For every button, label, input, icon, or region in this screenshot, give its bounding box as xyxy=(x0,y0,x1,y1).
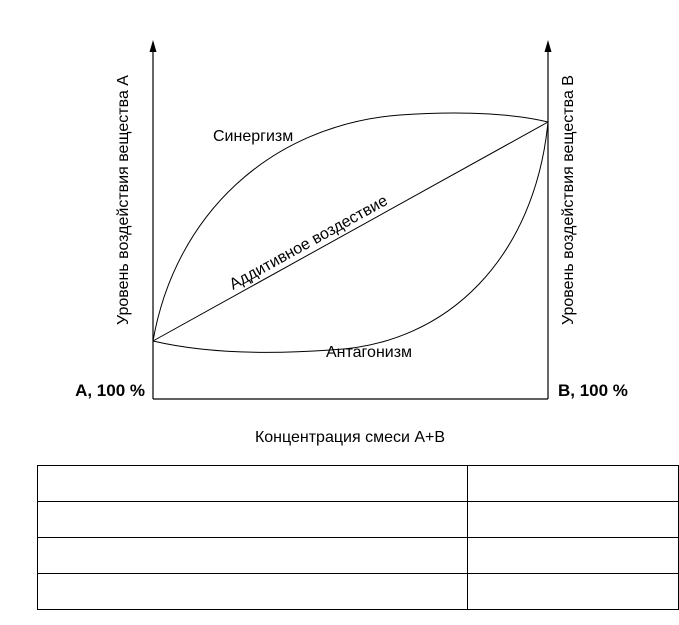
x-axis-label: Концентрация смеси А+В xyxy=(254,429,446,446)
table-row xyxy=(38,574,679,610)
y-axis-right-arrow xyxy=(545,40,552,52)
table-row xyxy=(38,538,679,574)
additive-label: Аддитивное воздествие xyxy=(226,192,391,294)
table-cell[interactable] xyxy=(468,502,679,538)
antagonism-label: Антагонизм xyxy=(326,344,413,361)
corner-left-label: А, 100 % xyxy=(75,381,145,400)
y-axis-left-arrow xyxy=(150,40,157,52)
y-axis-right-label: Уровень воздействия вещества В xyxy=(560,75,577,325)
y-axis-left-label: Уровень воздействия вещества А xyxy=(115,75,132,325)
answer-table-body xyxy=(38,466,679,610)
corner-right-label: В, 100 % xyxy=(558,381,628,400)
table-cell[interactable] xyxy=(468,538,679,574)
additive-line xyxy=(153,122,548,341)
table-cell[interactable] xyxy=(38,466,468,502)
table-cell[interactable] xyxy=(38,538,468,574)
synergy-label: Синергизм xyxy=(213,128,294,145)
table-cell[interactable] xyxy=(38,502,468,538)
table-cell[interactable] xyxy=(468,466,679,502)
table-cell[interactable] xyxy=(38,574,468,610)
answer-table xyxy=(37,465,679,610)
table-row xyxy=(38,502,679,538)
antagonism-curve xyxy=(153,122,548,352)
table-cell[interactable] xyxy=(468,574,679,610)
table-row xyxy=(38,466,679,502)
